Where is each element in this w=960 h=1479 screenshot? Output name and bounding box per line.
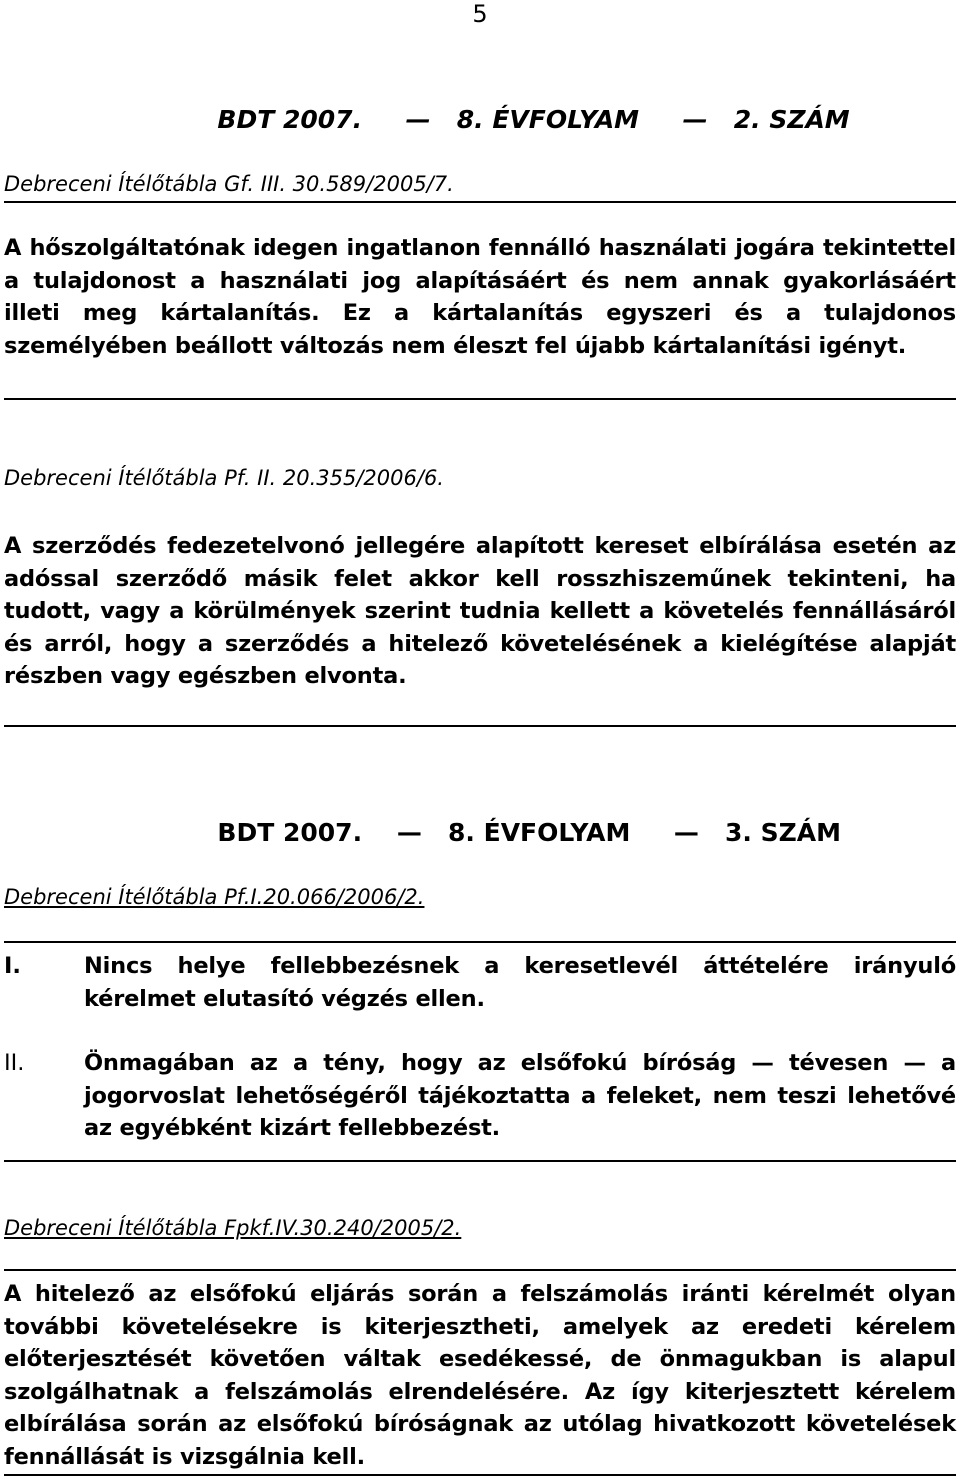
item-number: I. xyxy=(4,953,21,979)
page-number: 5 xyxy=(472,0,488,28)
rule xyxy=(4,941,956,943)
heading-part: 8. ÉVFOLYAM xyxy=(456,105,640,134)
heading-dash: — xyxy=(682,105,708,134)
rule xyxy=(4,201,956,203)
rule xyxy=(4,1160,956,1162)
item-number: II. xyxy=(4,1050,25,1076)
heading-part: BDT 2007. xyxy=(217,818,363,847)
rule xyxy=(4,725,956,727)
case-summary: A szerződés fedezetelvonó jellegére alapított kereset elbírálása esetén az adóssal szerződő másik felet akkor kell rosszhiszeműnek tekinteni, ha tudott, vagy a körülmények szerint tudnia kellett a követelés fennállásáról és arról, hogy a szerződés a hitelező követelésének a kielégítése alapját részben vagy egészben elvonta. xyxy=(4,533,956,689)
issue-heading-2 xyxy=(200,788,841,848)
heading-dash: — xyxy=(396,818,422,847)
issue-heading-1 xyxy=(200,75,850,135)
heading-part: BDT 2007. xyxy=(217,105,363,134)
heading-part: 3. SZÁM xyxy=(725,818,841,847)
rule xyxy=(4,1269,956,1271)
case-reference: Debreceni Ítélőtábla Pf.I.20.066/2006/2. xyxy=(4,885,425,909)
case-reference: Debreceni Ítélőtábla Pf. II. 20.355/2006/6. xyxy=(4,466,444,490)
heading-dash: — xyxy=(673,818,699,847)
case-reference: Debreceni Ítélőtábla Fpkf.IV.30.240/2005/2. xyxy=(4,1216,462,1240)
case-summary: A hőszolgáltatónak idegen ingatlanon fennálló használati jogára tekintettel a tulajdonost a használati jog alapításáért és nem annak gyakorlásáért illeti meg kártalanítás. Ez a kártalanítás egyszeri és a tulajdonos személyében beállott változás nem éleszt fel újabb kártalanítási igényt. xyxy=(4,235,956,359)
item-text: Nincs helye fellebbezésnek a keresetlevél áttételére irányuló kérelmet elutasító végzés ellen. xyxy=(84,953,956,1012)
case-summary: A hitelező az elsőfokú eljárás során a felszámolás iránti kérelmét olyan további követelésekre is kiterjesztheti, amelyek az eredeti kérelem előterjesztését követően váltak esedékessé, de önmagukban is alapul szolgálhatnak a felszámolás elrendelésére. Az így kiterjesztett kérelem elbírálása során az elsőfokú bíróságnak az utólag hivatkozott követelések fennállását is vizsgálnia kell. xyxy=(4,1281,956,1470)
heading-dash: — xyxy=(405,105,431,134)
rule xyxy=(4,398,956,400)
rule xyxy=(4,1474,956,1476)
case-reference: Debreceni Ítélőtábla Gf. III. 30.589/2005/7. xyxy=(4,172,454,196)
heading-part: 8. ÉVFOLYAM xyxy=(448,818,631,847)
item-text: Önmagában az a tény, hogy az elsőfokú bíróság — tévesen — a jogorvoslat lehetőségéről tájékoztatta a feleket, nem teszi lehetővé az egyébként kizárt fellebbezést. xyxy=(84,1050,956,1141)
heading-part: 2. SZÁM xyxy=(733,105,850,134)
